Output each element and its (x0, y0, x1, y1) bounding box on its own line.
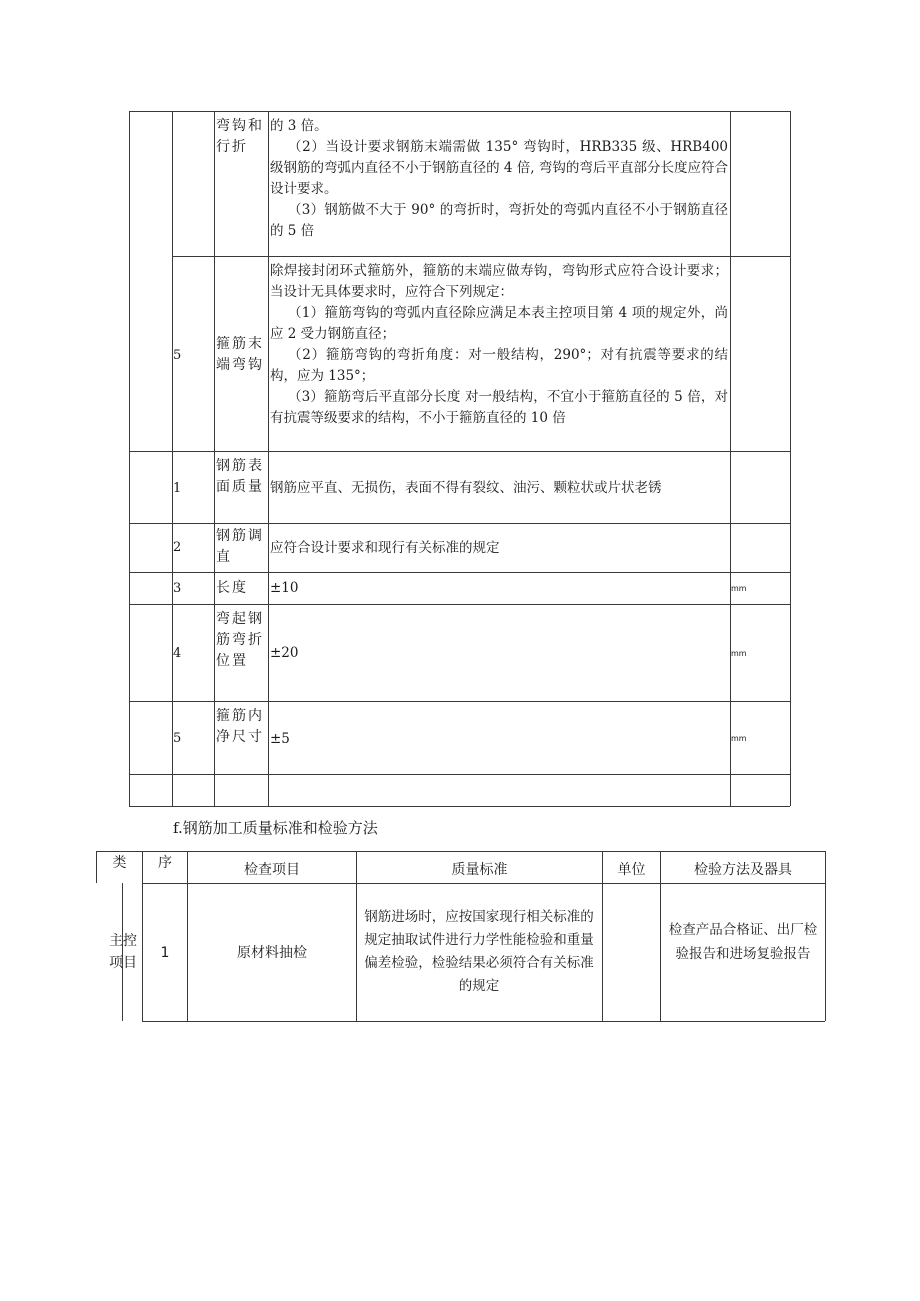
standard-text-stirrup-hook (270, 261, 728, 429)
seq-number: 2 (173, 540, 182, 555)
seq-number: 5 (173, 348, 182, 363)
seq-number: 1 (173, 481, 182, 496)
item-label-surface-quality: 钢筋表面质量 (216, 458, 264, 495)
tolerance-stirrup-inner-size: ±5 (270, 731, 290, 747)
item-label-length: 长度 (216, 580, 248, 596)
standard-text-surface-quality: 钢筋应平直、无损伤，表面不得有裂纹、油污、颗粒状或片状老锈 (270, 480, 662, 496)
standard-line: （2）箍筋弯钩的弯折角度：对一般结构，290°；对有抗震等要求的结构，应为 135°； (270, 347, 728, 384)
item-label-hook-bend: 弯钩和行折 (216, 118, 264, 155)
standard-raw-material: 钢筋进场时，应按国家现行相关标准的规定抽取试件进行力学性能检验和重量偏差检验，检验结果必须符合有关标准的规定 (364, 909, 594, 994)
tolerance-bent-bar-position: ±20 (270, 645, 299, 661)
category-main-control: 主控项目 (109, 933, 137, 971)
item-raw-material-sampling: 原材料抽检 (237, 945, 307, 961)
unit-stirrup-inner-size: mm (731, 734, 747, 743)
item-label-straightening: 钢筋调直 (216, 528, 264, 565)
header-standard: 质量标准 (451, 862, 508, 878)
standard-line: 除焊接封闭环式箍筋外，箍筋的末端应做寿钩，弯钩形式应符合设计要求；当设计无具体要求时，应符合下列规定： (270, 263, 728, 300)
unit-bent-bar-position: mm (731, 649, 747, 658)
header-item: 检查项目 (244, 862, 300, 878)
item-label-stirrup-inner-size: 箍筋内净尺寸 (216, 708, 264, 745)
seq-number: 1 (160, 945, 170, 961)
unit-length: mm (731, 584, 747, 593)
header-category: 类 (112, 855, 127, 871)
tolerance-length: ±10 (270, 580, 299, 596)
standard-text-straightening: 应符合设计要求和现行有关标准的规定 (270, 540, 500, 556)
standard-line: （3）钢筋做不大于 90° 的弯折时，弯折处的弯弧内直径不小于钢筋直径的 5 倍 (270, 202, 728, 239)
seq-number: 3 (173, 581, 182, 596)
seq-number: 5 (173, 731, 182, 746)
standard-line: 的 3 倍。 (270, 118, 328, 134)
header-unit: 单位 (617, 862, 646, 878)
standard-line: （1）箍筋弯钩的弯弧内直径除应满足本表主控项目第 4 项的规定外，尚应 2 受力钢筋直径； (270, 305, 728, 342)
standard-text-hook-bend (270, 116, 728, 242)
header-seq: 序 (158, 855, 172, 871)
item-label-bent-bar-position: 弯起钢筋弯折位置 (216, 611, 264, 669)
method-raw-material: 检查产品合格证、出厂检验报告和进场复验报告 (668, 922, 818, 962)
section-title: f.钢筋加工质量标准和检验方法 (173, 819, 378, 837)
standard-line: （3）箍筋弯后平直部分长度 对一般结构，不宜小于箍筋直径的 5 倍，对有抗震等级要求的结构，不小于箍筋直径的 10 倍 (270, 389, 728, 426)
seq-number: 4 (173, 646, 182, 661)
header-method: 检验方法及器具 (694, 862, 792, 878)
standard-line: （2）当设计要求钢筋末端需做 135° 弯钩时，HRB335 级、HRB400 级钢筋的弯弧内直径不小于钢筋直径的 4 倍, 弯钩的弯后平直部分长度应符合设计要求。 (270, 139, 728, 197)
item-label-stirrup-hook: 箍筋末端弯钩 (216, 336, 264, 373)
